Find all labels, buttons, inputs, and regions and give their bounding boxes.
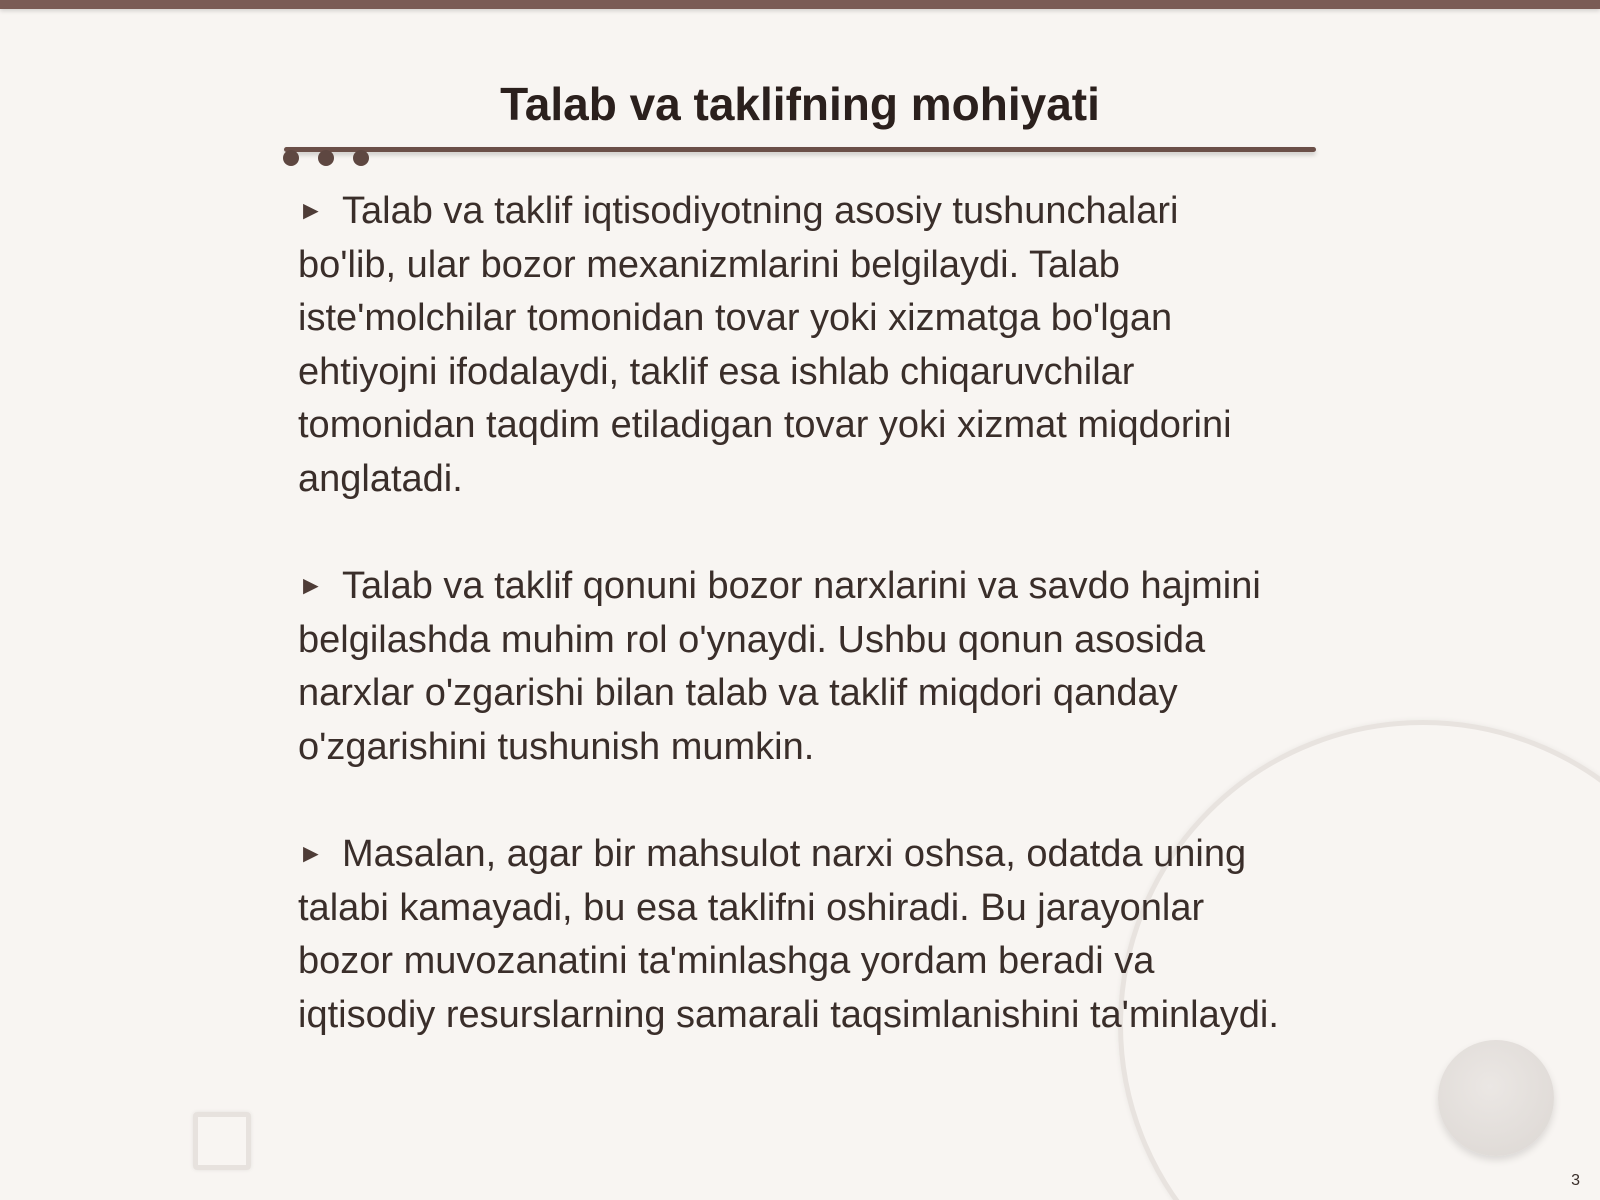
bullet-paragraph [298,827,1283,1042]
page-number: 3 [1571,1172,1580,1189]
decorative-circle [1438,1040,1554,1156]
decorative-dot [318,150,334,166]
bullet-arrow-icon: ► [298,195,324,225]
decorative-dot [283,150,299,166]
slide-body [298,184,1283,1042]
slide-title: Talab va taklifning mohiyati [500,78,1100,130]
decorative-square [193,1112,251,1170]
title-underline [284,147,1316,152]
bullet-arrow-icon: ► [298,570,324,600]
bullet-arrow-icon: ► [298,838,324,868]
bullet-paragraph [298,184,1283,506]
top-accent-bar [0,0,1600,9]
paragraph-text: Talab va taklif qonuni bozor narxlarini va savdo hajmini belgilashda muhim rol o'ynaydi. Ushbu qonun asosida narxlar o'zgarishi bilan talab va taklif miqdori qanday o'zgarishini tushunish mumkin. [298,565,1261,768]
paragraph-text: Talab va taklif iqtisodiyotning asosiy tushunchalari bo'lib, ular bozor mexanizmlarini belgilaydi. Talab iste'molchilar tomonidan tovar yoki xizmatga bo'lgan ehtiyojni ifodalaydi, taklif esa ishlab chiqaruvchilar tomonidan taqdim etiladigan tovar yoki xizmat miqdorini anglatadi. [298,190,1232,500]
decorative-dot [353,150,369,166]
paragraph-text: Masalan, agar bir mahsulot narxi oshsa, odatda uning talabi kamayadi, bu esa taklifni oshiradi. Bu jarayonlar bozor muvozanatini ta'minlashga yordam beradi va iqtisodiy resurslarning samarali taqsimlanishini ta'minlaydi. [298,833,1279,1036]
bullet-paragraph [298,559,1283,774]
